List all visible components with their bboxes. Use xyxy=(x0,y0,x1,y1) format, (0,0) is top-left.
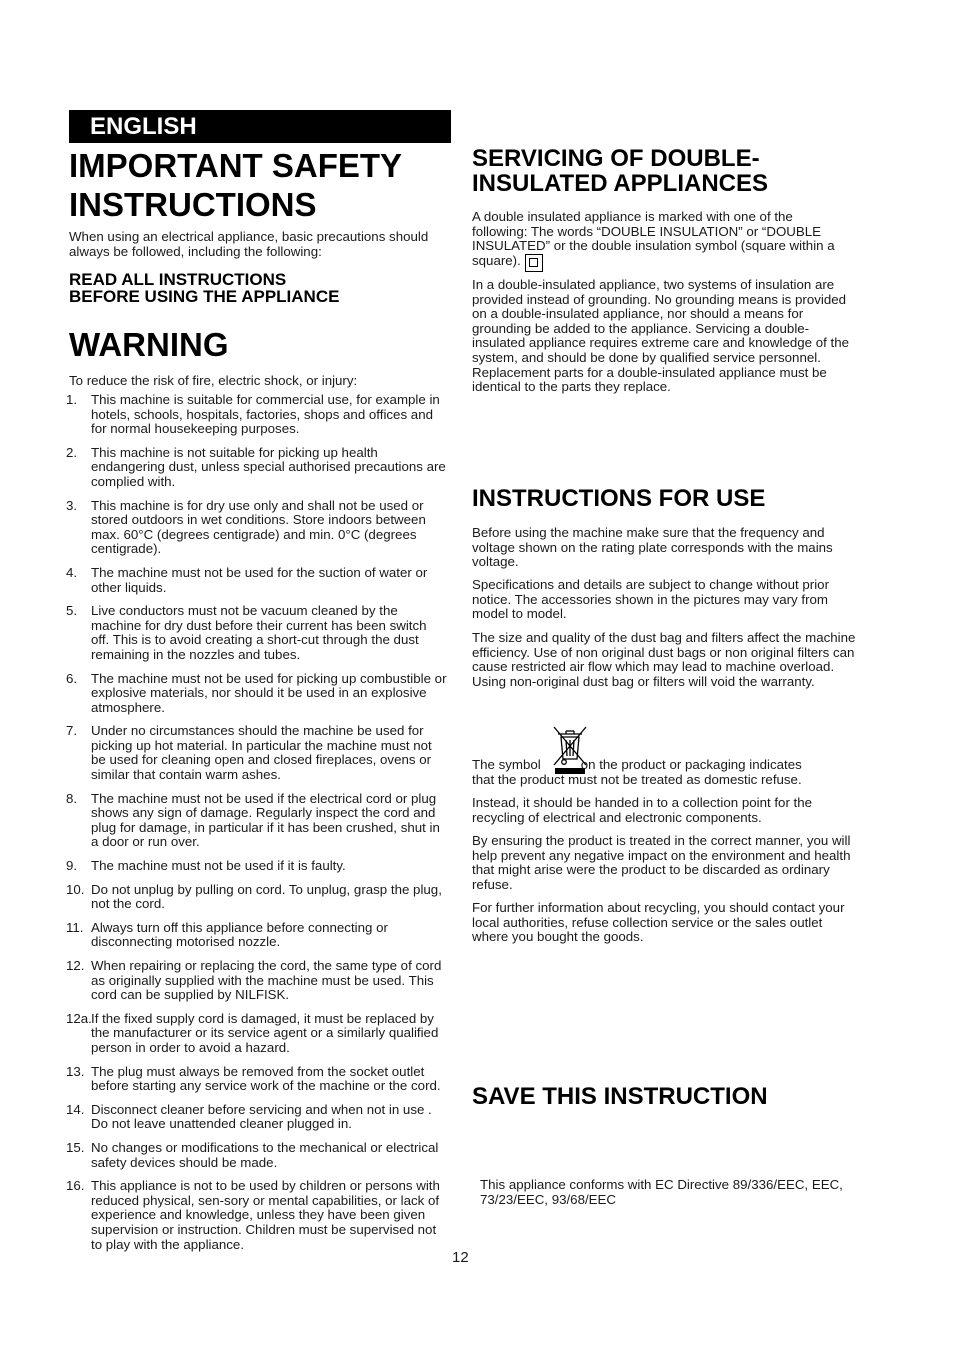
item-number: 12a. xyxy=(66,1010,92,1026)
item-text: When repairing or replacing the cord, the same type of cord as originally supplied with the machine must be used. This cord can be supplied by NILFISK. xyxy=(91,958,442,1003)
save-instruction-title: SAVE THIS INSTRUCTION xyxy=(472,1083,768,1110)
item-text: The machine must not be used for the suction of water or other liquids. xyxy=(91,564,428,595)
read-all-line1: READ ALL INSTRUCTIONS xyxy=(69,270,287,289)
item-number: 4. xyxy=(66,564,78,580)
servicing-title xyxy=(472,146,852,196)
warning-title: WARNING xyxy=(69,326,229,363)
item-text: This machine is suitable for commercial use, for example in hotels, schools, hospitals, factories, shops and offices and for normal housekeeping purposes. xyxy=(91,392,440,437)
language-label: ENGLISH xyxy=(69,110,451,143)
symbol-line2: that the product must not be treated as domestic refuse. xyxy=(472,771,802,787)
warning-item xyxy=(66,958,448,1003)
item-text: The machine must not be used if the electrical cord or plug shows any sign of damage. Regularly inspect the cord and plug for damage, in particular if it has been crushed, shut in a door or run over. xyxy=(91,790,440,850)
warning-item xyxy=(66,723,448,783)
item-number: 12. xyxy=(66,958,85,973)
item-text: Do not unplug by pulling on cord. To unplug, grasp the plug, not the cord. xyxy=(91,881,442,912)
item-number: 1. xyxy=(66,392,78,407)
read-all-line2: BEFORE USING THE APPLIANCE xyxy=(69,287,340,306)
item-number: 15. xyxy=(66,1139,85,1155)
servicing-paragraph-2: In a double-insulated appliance, two systems of insulation are provided instead of grounding. No grounding means is provided on a double-insulated appliance, nor should a means for grounding be added to the appliance. Servicing a double-insulated appliance requires extreme care and knowledge of the system, and should be done by qualified service personnel. Replacement parts for a double-insulated appliance must be identical to the parts they replace. xyxy=(472,277,849,395)
item-text: Under no circumstances should the machine be used for picking up hot material. In particular the machine must not be used for cleaning open and closed fireplaces, ovens or similar that contain warm ashes. xyxy=(91,723,432,783)
warning-item xyxy=(66,603,448,662)
servicing-paragraph-1 xyxy=(472,210,837,272)
warning-list xyxy=(66,392,448,1252)
page-title-line2: INSTRUCTIONS xyxy=(69,186,317,223)
servicing-title-line1: SERVICING OF DOUBLE- xyxy=(472,145,760,172)
page-number: 12 xyxy=(452,1249,469,1266)
warning-item xyxy=(66,444,448,490)
symbol-paragraph xyxy=(472,758,856,787)
item-number: 8. xyxy=(66,790,78,806)
item-number: 3. xyxy=(66,497,78,513)
item-number: 9. xyxy=(66,858,78,874)
item-text: Live conductors must not be vacuum cleaned by the machine for dry dust before their current has been switch off. This is to avoid creating a short-cut through the dust remaining in the nozzles and tubes. xyxy=(91,603,427,662)
instructions-paragraph-1: Before using the machine make sure that the frequency and voltage shown on the rating plate corresponds with the mains voltage. xyxy=(472,525,833,570)
symbol-suffix: on the product or packaging indicates xyxy=(580,757,802,772)
warning-item xyxy=(66,1101,448,1132)
item-text: No changes or modifications to the mechanical or electrical safety devices should be made. xyxy=(91,1139,439,1170)
warning-item xyxy=(66,392,448,437)
item-text: The machine must not be used for picking up combustible or explosive materials, nor should it be used in an explosive atmosphere. xyxy=(91,670,447,715)
item-text: This appliance is not to be used by children or persons with reduced physical, sen-sory or mental capabilities, or lack of experience and knowledge, unless they have been given supervision or instruction. Children must be supervised not to play with the appliance. xyxy=(91,1178,440,1252)
symbol-prefix: The symbol xyxy=(472,757,541,772)
recycle-paragraph-3: By ensuring the product is treated in the correct manner, you will help prevent any negative impact on the environment and health that might arise were the product to be discarded as ordinary refuse. xyxy=(472,833,851,892)
servicing-paragraph-1-text: A double insulated appliance is marked with one of the following: The words “DOUBLE INSULATION” or “DOUBLE INSULATED” or the double insulation symbol (square within a square). xyxy=(472,209,835,268)
warning-item xyxy=(66,1063,448,1094)
instructions-title: INSTRUCTIONS FOR USE xyxy=(472,485,766,512)
item-number: 16. xyxy=(66,1178,85,1194)
warning-item xyxy=(66,858,448,874)
item-text: Always turn off this appliance before connecting or disconnecting motorised nozzle. xyxy=(91,919,388,950)
conformity-text: This appliance conforms with EC Directive 89/336/EEC, EEC, 73/23/EEC, 93/68/EEC xyxy=(480,1177,843,1207)
item-number: 2. xyxy=(66,444,78,460)
item-text: The plug must always be removed from the socket outlet before starting any service work of the machine or the cord. xyxy=(91,1063,441,1094)
intro-text: When using an electrical appliance, basic precautions should always be followed, including the following: xyxy=(69,229,429,259)
warning-intro: To reduce the risk of fire, electric shock, or injury: xyxy=(69,373,358,388)
warning-item xyxy=(66,1139,448,1170)
item-number: 5. xyxy=(66,603,78,619)
item-number: 10. xyxy=(66,881,85,897)
warning-item xyxy=(66,919,448,950)
page-title-line1: IMPORTANT SAFETY xyxy=(69,147,403,184)
warning-item xyxy=(66,1178,448,1252)
warning-item xyxy=(66,881,448,912)
recycle-paragraph-4: For further information about recycling, you should contact your local authorities, refuse collection service or the sales outlet where you bought the goods. xyxy=(472,900,845,945)
item-number: 11. xyxy=(66,919,84,935)
item-text: This machine is for dry use only and shall not be used or stored outdoors in wet conditions. Store indoors between max. 60°C (degrees centigrade) and min. 0°C (degrees centigrade). xyxy=(91,497,426,557)
item-number: 13. xyxy=(66,1063,85,1079)
servicing-title-line2: INSULATED APPLIANCES xyxy=(472,170,769,197)
item-number: 7. xyxy=(66,723,78,739)
recycle-paragraph-2: Instead, it should be handed in to a collection point for the recycling of electrical and electronic components. xyxy=(472,795,813,825)
read-all-heading xyxy=(69,271,339,305)
warning-item xyxy=(66,497,448,557)
item-number: 6. xyxy=(66,670,78,686)
warning-item xyxy=(66,564,448,595)
instructions-paragraph-2: Specifications and details are subject to change without prior notice. The accessories shown in the pictures may vary from model to model. xyxy=(472,577,830,622)
item-text: Disconnect cleaner before servicing and when not in use . Do not leave unattended cleaner plugged in. xyxy=(91,1101,432,1132)
warning-item xyxy=(66,670,448,716)
item-text: This machine is not suitable for picking up health endangering dust, unless special authorised precautions are complied with. xyxy=(91,444,446,489)
warning-item xyxy=(66,1010,448,1056)
item-text: The machine must not be used if it is faulty. xyxy=(91,858,346,874)
page-title xyxy=(69,146,449,224)
double-insulation-icon xyxy=(525,254,543,272)
item-text: If the fixed supply cord is damaged, it must be replaced by the manufacturer or its service agent or a similarly qualified person in order to avoid a hazard. xyxy=(91,1010,439,1055)
instructions-paragraph-3: The size and quality of the dust bag and filters affect the machine efficiency. Use of non original dust bags or non original filters can cause restricted air flow which may lead to machine overload. Using non-original dust bag or filters will void the warranty. xyxy=(472,630,856,689)
item-number: 14. xyxy=(66,1101,85,1117)
warning-item xyxy=(66,790,448,850)
